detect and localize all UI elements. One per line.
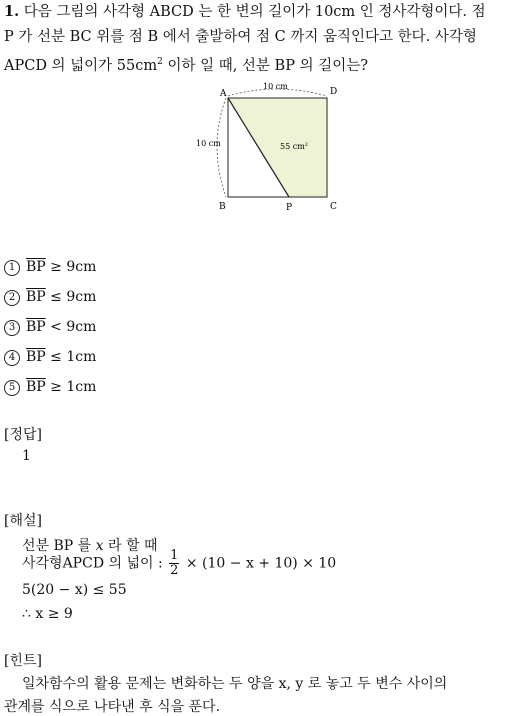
explanation-line-4: ∴ x ≥ 9	[22, 606, 73, 622]
hint-heading: [힌트]	[4, 653, 42, 669]
variable-x: x	[95, 538, 104, 554]
option-relation: ≤ 9cm	[45, 289, 97, 305]
question-text-1: 다음 그림의 사각형 ABCD 는 한 변의 길이가 10cm 인 정사각형이다. 점	[23, 4, 486, 20]
label-b: B	[219, 202, 226, 212]
option-1[interactable]	[4, 259, 96, 276]
bp-overline: $\overline{BP}$	[26, 259, 46, 275]
hint-line-2: 관계를 식으로 나타낸 후 식을 푼다.	[4, 699, 221, 715]
option-4[interactable]	[4, 349, 96, 366]
area-label-main: 55 cm	[280, 142, 305, 151]
bp-overline: $\overline{BP}$	[26, 319, 46, 335]
label-p: P	[286, 203, 293, 213]
bp-overline: $\overline{BP}$	[26, 289, 46, 305]
option-marker: 5	[4, 380, 20, 396]
explanation-text: 라 할 때	[103, 538, 158, 554]
option-relation: ≤ 1cm	[45, 349, 97, 365]
label-a: A	[220, 89, 227, 99]
hint-line-1: 일차함수의 활용 문제는 변화하는 두 양을 x, y 로 놓고 두 변수 사이의	[22, 676, 448, 692]
label-c: C	[330, 202, 337, 212]
shaded-region	[228, 98, 327, 197]
option-2[interactable]	[4, 289, 96, 306]
answer-heading: [정답]	[4, 427, 42, 443]
area-label-sup: 2	[304, 142, 308, 148]
question-text-3b: 이하 일 때, 선분 BP 의 길이는?	[162, 57, 368, 74]
explanation-formula: × (10 − x + 10) × 10	[181, 555, 337, 572]
label-d: D	[330, 87, 338, 97]
option-5[interactable]	[4, 379, 96, 396]
question-number: 1.	[4, 3, 20, 20]
option-marker: 4	[4, 350, 20, 366]
option-relation: < 9cm	[45, 319, 97, 335]
option-marker: 3	[4, 320, 20, 336]
explanation-line-3: 5(20 − x) ≤ 55	[22, 582, 127, 598]
option-3[interactable]	[4, 319, 96, 336]
question-text-3a: APCD 의 넓이가 55cm	[4, 57, 158, 74]
bp-overline: $\overline{BP}$	[26, 349, 46, 365]
fraction-numerator: 1	[170, 548, 179, 563]
option-relation: ≥ 1cm	[45, 379, 97, 395]
explanation-line-2	[22, 549, 336, 578]
option-relation: ≥ 9cm	[45, 259, 97, 275]
question-text-3-sup: 2	[157, 57, 163, 67]
explanation-text: 선분 BP 를	[22, 538, 96, 554]
top-dimension-label: 10 cm	[263, 82, 288, 91]
area-label	[280, 142, 308, 151]
answer-value: 1	[22, 448, 31, 464]
explanation-text: 사각형APCD 의 넓이 :	[22, 555, 168, 572]
left-dimension-label: 10 cm	[196, 139, 221, 148]
option-marker: 2	[4, 290, 20, 306]
fraction-one-half	[169, 549, 179, 578]
square-figure	[190, 80, 350, 220]
bp-overline: $\overline{BP}$	[26, 379, 46, 395]
question-line-1	[4, 2, 486, 22]
question-line-2: P 가 선분 BC 위를 점 B 에서 출발하여 점 C 까지 움직인다고 한다. 사각형	[4, 29, 477, 45]
explanation-heading: [해설]	[4, 513, 42, 529]
question-line-3	[4, 52, 368, 76]
option-marker: 1	[4, 260, 20, 276]
fraction-denominator: 2	[170, 563, 179, 578]
